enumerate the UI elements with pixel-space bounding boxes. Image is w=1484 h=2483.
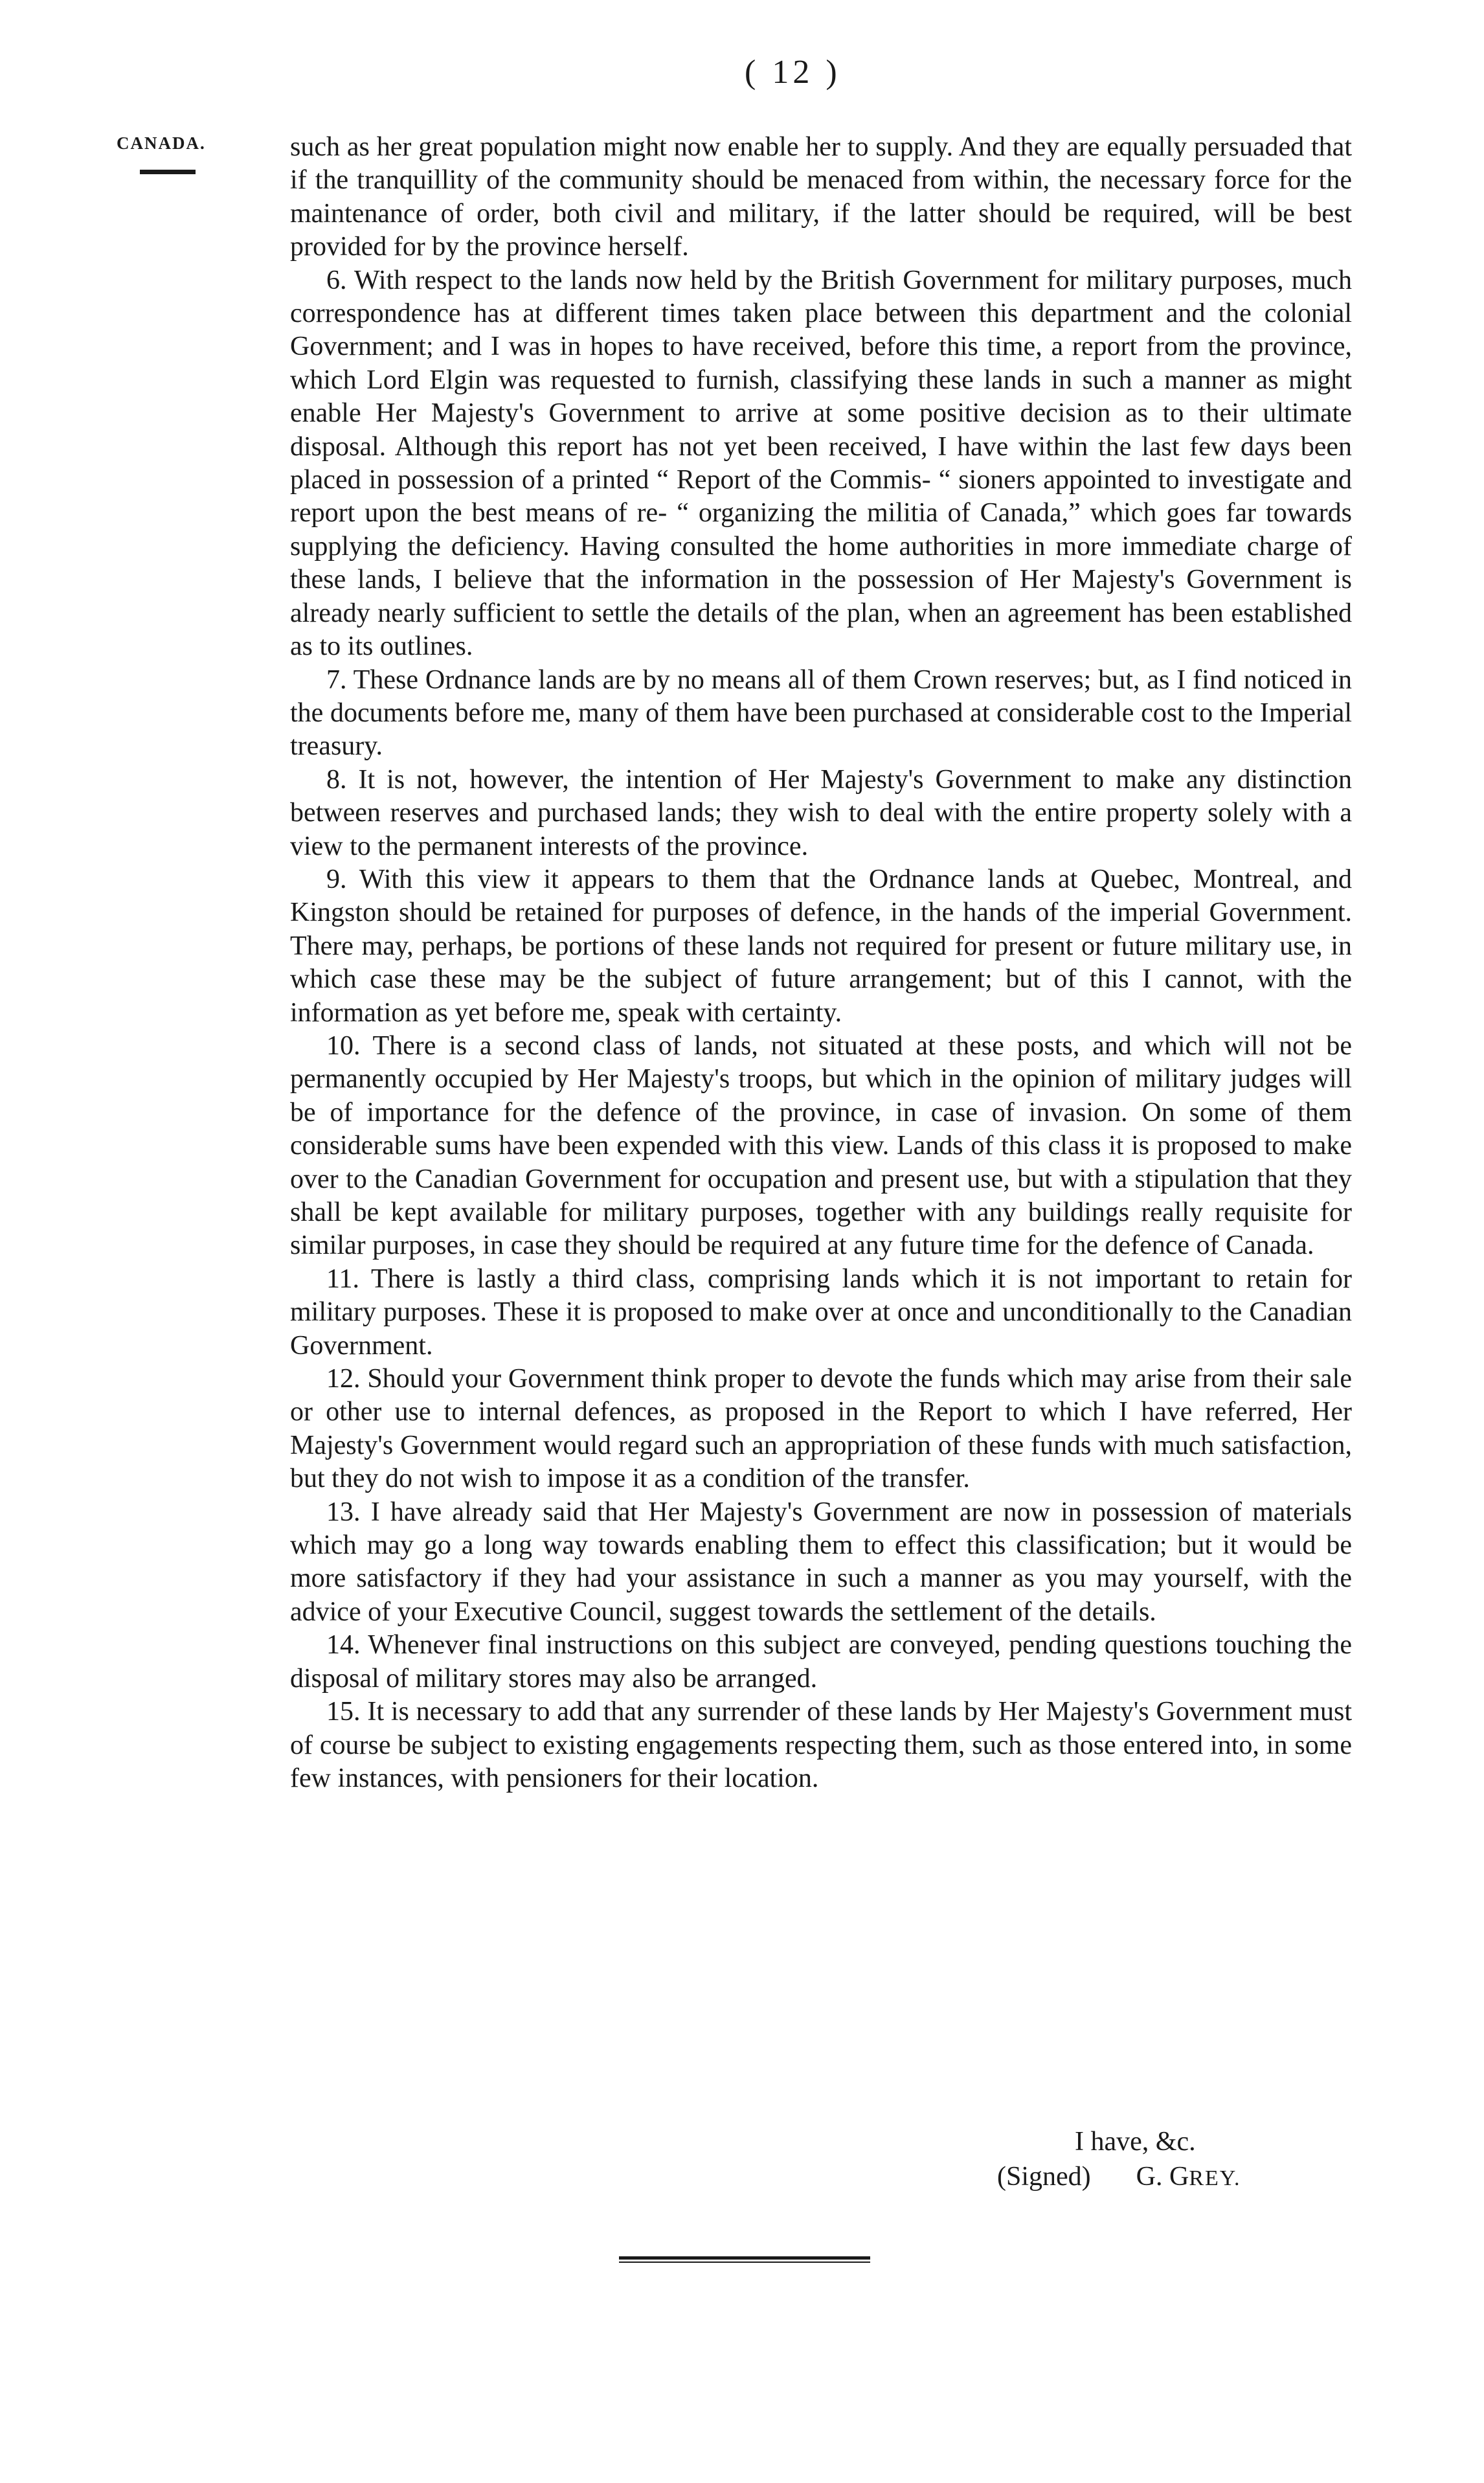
paragraph-7: 7. These Ordnance lands are by no means all of them Crown reserves; but, as I find noticed in the documents before me, many of them have been purchased at considerable cost to the Imperial treasury. [290, 664, 1352, 762]
paragraph-10: 10. There is a second class of lands, not situated at these posts, and which will not be permanently occupied by Her Majesty's troops, but which in the opinion of military judges will be of importance for the defence of the province, in case of invasion. On some of them considerable sums have been expended with this view. Lands of this class it is proposed to make over to the Canadian Government for occupation and present use, but with a stipulation that they shall be kept available for military purposes, together with any buildings really requisite for similar purposes, in case they should be required at any future time for the defence of Canada. [290, 1030, 1352, 1261]
paragraph-11: 11. There is lastly a third class, comprising lands which it is not important to retain for military purposes. These it is proposed to make over at once and unconditionally to the Canadian Government. [290, 1264, 1352, 1361]
signature-rest: REY. [1189, 2166, 1241, 2190]
end-rule-thin [619, 2262, 870, 2263]
paragraph-6: 6. With respect to the lands now held by the British Government for military purposes, much correspondence has at different times taken place between this department and the colonial Government; and I was in hopes to have received, before this time, a report from the province, which Lord Elgin was requested to furnish, classifying these lands in such a manner as might enable Her Majesty's Government to arrive at some positive decision as to their ultimate disposal. Although this report has not yet been received, I have within the last few days been placed in possession of a printed “ Report of the Commis- “ sioners appointed to investigate and report upon the best means of re- “ organizing the militia of Canada,” which goes far towards supplying the deficiency. Having consulted the home authorities in more immediate charge of these lands, I believe that the information in the possession of Her Majesty's Government is already nearly sufficient to settle the details of the plan, when an agreement has been established as to its outlines. [290, 265, 1352, 662]
closing-block [997, 2124, 1386, 2196]
paragraph-continuation: such as her great population might now enable her to supply. And they are equally persuaded that if the tranquillity of the community should be menaced from within, the necessary force for the maintenance of order, both civil and military, if the latter should be required, will be best provided for by the province herself. [290, 132, 1352, 262]
paragraph-9: 9. With this view it appears to them that the Ordnance lands at Quebec, Montreal, and Kingston should be retained for purposes of defence, in the hands of the imperial Government. There may, perhaps, be portions of these lands not required for present or future military use, in which case these may be the subject of future arrangement; but of this I cannot, with the information as yet before me, speak with certainty. [290, 864, 1352, 1028]
body-text [290, 131, 1352, 1795]
paragraph-12: 12. Should your Government think proper to devote the funds which may arise from their sale or other use to internal defences, as proposed in the Report to which I have referred, Her Majesty's Government would regard such an appropriation of these funds with much satisfaction, but they do not wish to impose it as a condition of the transfer. [290, 1364, 1352, 1494]
end-rule [619, 2256, 870, 2260]
salutation: I have, &c. [1075, 2127, 1196, 2157]
signed-line [997, 2159, 1386, 2196]
signed-label: (Signed) [997, 2162, 1091, 2192]
paragraph-13: 13. I have already said that Her Majesty's Government are now in possession of materials which may go a long way towards enabling them to effect this classification; but it would be more satisfactory if they had your assistance in such a manner as you may yourself, with the advice of your Executive Council, suggest towards the settlement of the details. [290, 1497, 1352, 1627]
paragraph-14: 14. Whenever final instructions on this subject are conveyed, pending questions touching the disposal of military stores may also be arranged. [290, 1630, 1352, 1694]
page-number: ( 12 ) [745, 54, 841, 91]
paragraph-15: 15. It is necessary to add that any surrender of these lands by Her Majesty's Government must of course be subject to existing engagements respecting them, such as those entered into, in some few instances, with pensioners for their location. [290, 1697, 1352, 1793]
paragraph-8: 8. It is not, however, the intention of Her Majesty's Government to make any distinction between reserves and purchased lands; they wish to deal with the entire property solely with a view to the permanent interests of the province. [290, 764, 1352, 861]
margin-rule [140, 170, 196, 174]
margin-note: CANADA. [117, 133, 206, 153]
signature-initial: G. G [1136, 2162, 1189, 2192]
